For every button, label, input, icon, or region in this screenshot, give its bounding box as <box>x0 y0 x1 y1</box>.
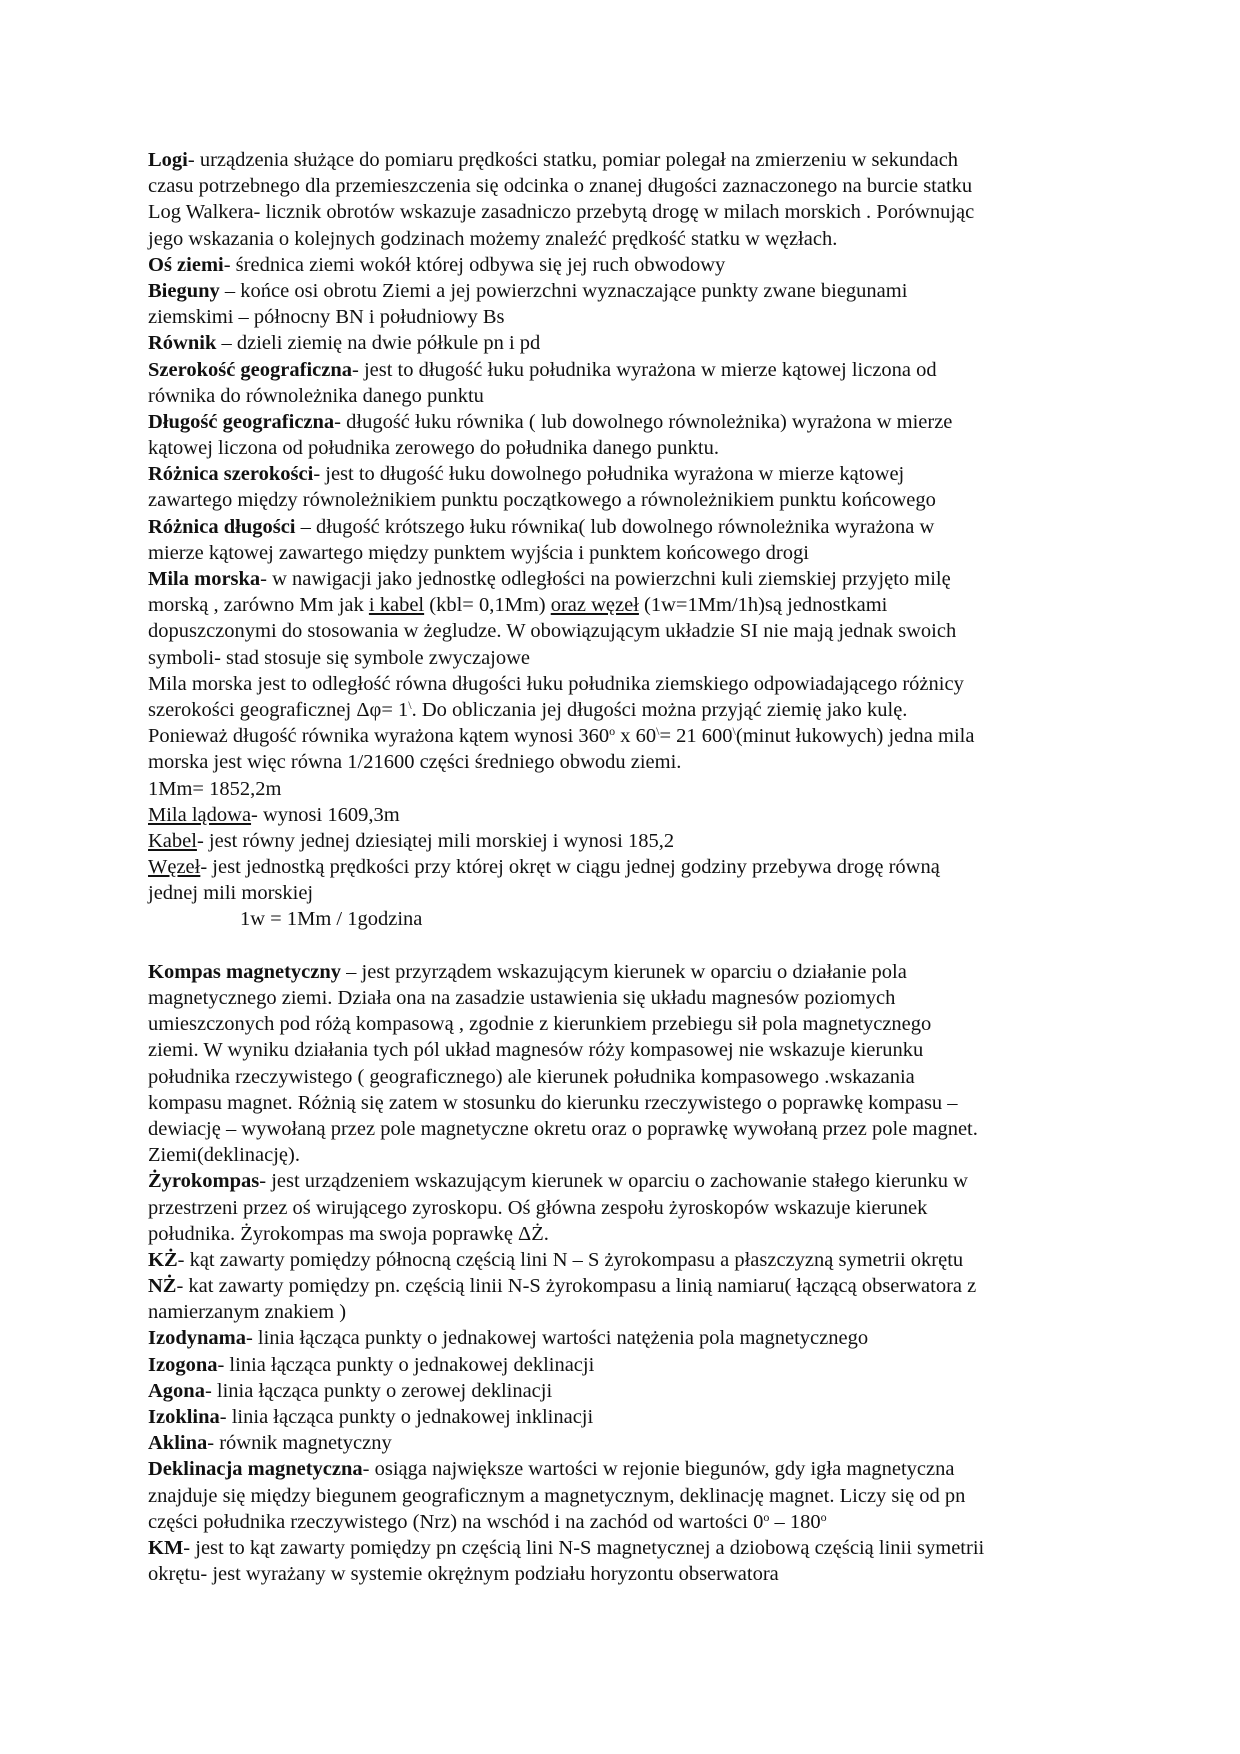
text-run: x 60 <box>615 725 657 748</box>
text-line <box>148 1430 1108 1456</box>
term: Aklina <box>148 1432 208 1455</box>
text-line <box>148 252 1108 278</box>
text-line: jednej mili morskiej <box>148 882 314 905</box>
text-line: południka. Żyrokompas ma swoja poprawkę ΔŻ. <box>148 1222 549 1245</box>
term: Izogona <box>148 1353 218 1376</box>
term: Długość geograficzna <box>148 410 335 433</box>
term: Izodynama <box>148 1327 246 1350</box>
text-line <box>148 1247 1108 1273</box>
definition: - linia łącząca punkty o jednakowej wartości natężenia pola magnetycznego <box>245 1327 869 1350</box>
text-line: ziemskimi – północny BN i południowy Bs <box>148 306 505 329</box>
text-line <box>148 592 1108 618</box>
superscript: o <box>609 724 616 739</box>
term: Różnica długości <box>148 515 296 538</box>
definition: - długość łuku równika ( lub dowolnego równoleżnika) wyrażona w mierze <box>334 410 953 433</box>
superscript: \ <box>408 697 412 712</box>
text-line <box>148 1404 1108 1430</box>
text-line: Ziemi(deklinację). <box>148 1144 300 1167</box>
definition: - urządzenia służące do pomiaru prędkości statku, pomiar polegał na zmierzeniu w sekundach <box>187 149 959 171</box>
definition: – długość krótszego łuku równika( lub dowolnego równoleżnika wyrażona w <box>295 515 935 538</box>
term: Izoklina <box>148 1406 220 1428</box>
term: NŻ <box>148 1275 177 1298</box>
text-line: dopuszczonymi do stosowania w żegludze. W obowiązującym układzie SI nie mają jednak swoich <box>148 620 957 643</box>
text-line: Log Walkera- licznik obrotów wskazuje zasadniczo przebytą drogę w milach morskich . Porównując <box>148 201 975 224</box>
text-line: zawartego między równoleżnikiem punktu początkowego a równoleżnikiem punktu końcowego <box>148 489 936 512</box>
term: Równik <box>148 332 217 355</box>
definition: - linia łącząca punkty o zerowej deklinacji <box>204 1379 553 1402</box>
text-line: znajduje się między biegunem geograficznym a magnetycznym, deklinację magnet. Liczy się od pn <box>148 1484 966 1507</box>
definition: - jest urządzeniem wskazującym kierunek w oparciu o zachowanie stałego kierunku w <box>259 1170 968 1193</box>
text-line: Mila morska jest to odległość równa długości łuku południka ziemskiego odpowiadającego różnicy <box>148 672 964 695</box>
definition: - jest to długość łuku dowolnego południka wyrażona w mierze kątowej <box>313 463 905 486</box>
text-line <box>148 1456 1108 1482</box>
underlined-text: oraz węzeł <box>550 594 639 617</box>
superscript: \ <box>732 724 736 739</box>
term: Deklinacja magnetyczna <box>148 1458 363 1481</box>
term: KM <box>148 1536 184 1559</box>
text-line: równika do równoleżnika danego punktu <box>148 384 484 407</box>
text-line: przestrzeni przez oś wirującego zyroskopu. Oś główna zespołu żyroskopów wskazuje kierunek <box>148 1196 928 1219</box>
text-line <box>148 959 1108 985</box>
text-line: symboli- stad stosuje się symbole zwyczajowe <box>148 646 531 669</box>
text-line <box>148 461 1108 487</box>
definition: - jest jednostką prędkości przy której okręt w ciągu jednej godziny przebywa drogę równą <box>200 856 940 879</box>
text-line <box>148 802 1108 828</box>
text-line <box>148 566 1108 592</box>
text-run: = 21 600 <box>659 725 733 748</box>
text-line <box>148 854 1108 880</box>
definition: - jest równy jednej dziesiątej mili morskiej i wynosi 185,2 <box>196 829 675 852</box>
text-line <box>148 1168 1108 1194</box>
text-line <box>148 278 1108 304</box>
definition: - jest to długość łuku południka wyrażona w mierze kątowej liczona od <box>352 358 937 381</box>
text-line: mierze kątowej zawartego między punktem wyjścia i punktem końcowego drogi <box>148 541 809 564</box>
underlined-term: Kabel <box>148 829 197 852</box>
term: Różnica szerokości <box>148 463 314 486</box>
definition: - wynosi 1609,3m <box>251 803 400 826</box>
text-line: jego wskazania o kolejnych godzinach możemy znaleźć prędkość statku w węzłach. <box>148 227 838 250</box>
definition: – dzieli ziemię na dwie półkule pn i pd <box>216 332 541 355</box>
definition: - osiąga największe wartości w rejonie biegunów, gdy igła magnetyczna <box>362 1458 955 1481</box>
text-line <box>148 357 1108 383</box>
text-line <box>148 1352 1108 1378</box>
definition: - linia łącząca punkty o jednakowej inklinacji <box>219 1406 594 1428</box>
text-line <box>148 330 1108 356</box>
superscript: o <box>820 1509 827 1524</box>
term: Szerokość geograficzna <box>148 358 352 381</box>
definition: - kąt zawarty pomiędzy północną częścią lini N – S żyrokompasu a płaszczyzną symetrii okrętu <box>177 1248 964 1271</box>
text-line: czasu potrzebnego dla przemieszczenia się odcinka o znanej długości zaznaczonego na burcie statku <box>148 175 973 198</box>
text-run: (1w=1Mm/1h)są jednostkami <box>638 594 888 617</box>
text-line: morska jest więc równa 1/21600 części średniego obwodu ziemi. <box>148 751 682 774</box>
definition: - linia łącząca punkty o jednakowej deklinacji <box>217 1353 595 1376</box>
text-line: okrętu- jest wyrażany w systemie okrężnym podziału horyzontu obserwatora <box>148 1563 779 1586</box>
text-run: części południka rzeczywistego (Nrz) na wschód i na zachód od wartości 0 <box>148 1510 764 1533</box>
term: KŻ <box>148 1248 178 1271</box>
text-line <box>148 1509 1108 1535</box>
text-run: (kbl= 0,1Mm) <box>424 594 551 617</box>
definition: – końce osi obrotu Ziemi a jej powierzchni wyznaczające punkty zwane biegunami <box>219 279 908 302</box>
text-line: umieszczonych pod różą kompasową , zgodnie z kierunkiem przebiegu sił pola magnetycznego <box>148 1013 932 1036</box>
term: Oś ziemi <box>148 253 224 276</box>
text-line <box>148 828 1108 854</box>
underlined-text: i kabel <box>368 594 425 617</box>
term: Żyrokompas <box>148 1170 260 1193</box>
text-line: kompasu magnet. Różnią się zatem w stosunku do kierunku rzeczywistego o poprawkę kompasu – <box>148 1091 958 1114</box>
text-run: . Do obliczania jej długości można przyjąć ziemię jako kulę. <box>411 698 908 721</box>
term: Mila morska <box>148 568 261 590</box>
definition: – jest przyrządem wskazującym kierunek w oparciu o działanie pola <box>341 960 907 983</box>
text-line <box>148 723 1108 749</box>
text-line <box>148 514 1108 540</box>
text-run: Ponieważ długość równika wyrażona kątem wynosi 360 <box>148 725 610 748</box>
text-line: 1Mm= 1852,2m <box>148 777 282 800</box>
text-line <box>148 697 1108 723</box>
text-line <box>148 147 1108 173</box>
definition: - kat zawarty pomiędzy pn. częścią linii N-S żyrokompasu a linią namiaru( łączącą obserwatora z <box>176 1275 977 1298</box>
superscript: \ <box>656 724 660 739</box>
text-line <box>148 1273 1108 1299</box>
definition: - równik magnetyczny <box>207 1432 392 1455</box>
text-line: dewiację – wywołaną przez pole magnetyczne okretu oraz o poprawkę wywołaną przez pole magnet. <box>148 1117 978 1140</box>
text-run: szerokości geograficznej Δφ= 1 <box>148 698 409 721</box>
blank-line <box>148 933 1108 959</box>
text-line <box>148 1378 1108 1404</box>
term: Bieguny <box>148 279 220 302</box>
document-page <box>148 147 1108 1587</box>
definition: - w nawigacji jako jednostkę odległości na powierzchni kuli ziemskiej przyjęto milę <box>260 568 951 590</box>
text-line <box>148 1535 1108 1561</box>
text-line: południka rzeczywistego ( geograficznego) ale kierunek południka kompasowego .wskazania <box>148 1065 915 1088</box>
text-line: magnetycznego ziemi. Działa ona na zasadzie ustawienia się układu magnesów poziomych <box>148 987 896 1009</box>
text-run: – 180 <box>769 1510 821 1533</box>
term: Logi <box>148 149 188 171</box>
text-run: (minut łukowych) jedna mila <box>735 725 975 748</box>
text-line: kątowej liczona od południka zerowego do południka danego punktu. <box>148 437 720 460</box>
text-line <box>148 409 1108 435</box>
text-line: ziemi. W wyniku działania tych pól układ magnesów róży kompasowej nie wskazuje kierunku <box>148 1039 924 1062</box>
term: Kompas magnetyczny <box>148 960 342 983</box>
text-run: morską , zarówno Mm jak <box>148 594 369 617</box>
underlined-term: Mila lądowa <box>148 803 252 826</box>
text-line <box>148 1325 1108 1351</box>
formula-line: 1w = 1Mm / 1godzina <box>240 908 423 931</box>
term: Agona <box>148 1379 205 1402</box>
superscript: o <box>763 1509 770 1524</box>
underlined-term: Węzeł <box>148 856 201 879</box>
definition: - jest to kąt zawarty pomiędzy pn częścią lini N-S magnetycznej a dziobową częścią linii symetrii <box>183 1536 985 1559</box>
definition: - średnica ziemi wokół której odbywa się jej ruch obwodowy <box>223 253 726 276</box>
text-line: namierzanym znakiem ) <box>148 1301 347 1324</box>
